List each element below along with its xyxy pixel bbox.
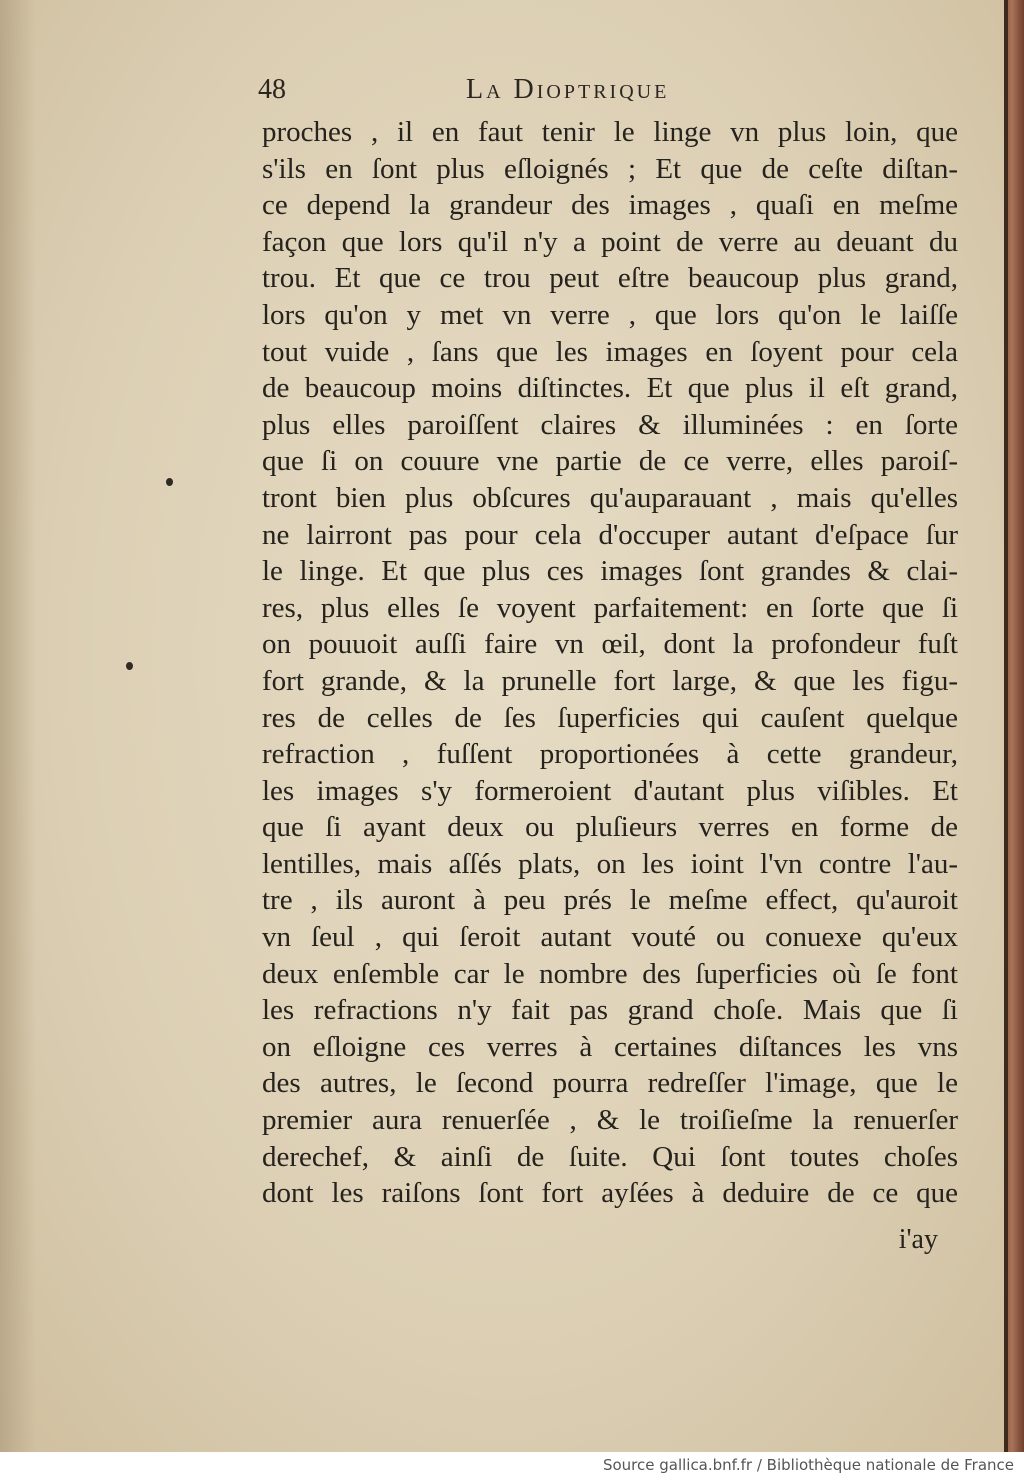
text-line: lors qu'on y met vn verre , que lors qu'on le laiſſe bbox=[262, 298, 958, 331]
text-line: fort grande, & la prunelle fort large, & que les figu- bbox=[262, 664, 958, 697]
text-line: tront bien plus obſcures qu'auparauant , mais qu'elles bbox=[262, 481, 958, 514]
text-line: tout vuide , ſans que les images en ſoyent pour cela bbox=[262, 335, 958, 368]
text-line: que ſi ayant deux ou pluſieurs verres en forme de bbox=[262, 811, 958, 844]
text-line: de beaucoup moins diſtinctes. Et que plus il eſt grand, bbox=[262, 372, 958, 405]
text-line: les images s'y formeroient d'autant plus viſibles. Et bbox=[262, 774, 958, 807]
spine-shadow bbox=[1004, 0, 1008, 1452]
text-line: on eſloigne ces verres à certaines diſtances les vns bbox=[262, 1030, 958, 1063]
text-line: s'ils en ſont plus eſloignés ; Et que de ceſte diſtan- bbox=[262, 152, 958, 185]
text-line: derechef, & ainſi de ſuite. Qui ſont toutes choſes bbox=[262, 1140, 958, 1173]
book-spine-edge bbox=[1004, 0, 1024, 1452]
text-line: res, plus elles ſe voyent parfaitement: en ſorte que ſi bbox=[262, 591, 958, 624]
text-line: premier aura renuerſée , & le troiſieſme la renuerſer bbox=[262, 1104, 958, 1137]
text-line: façon que lors qu'il n'y a point de verre au deuant du bbox=[262, 225, 958, 258]
body-text bbox=[262, 114, 958, 1212]
text-line: ce depend la grandeur des images , quaſi en meſme bbox=[262, 189, 958, 222]
text-line: dont les raiſons ſont fort ayſées à deduire de ce que bbox=[262, 1177, 958, 1210]
text-line: que ſi on couure vne partie de ce verre, elles paroiſ- bbox=[262, 445, 958, 478]
running-title: La Dioptrique bbox=[466, 74, 670, 105]
page-number: 48 bbox=[258, 74, 286, 105]
text-line: deux enſemble car le nombre des ſuperficies où ſe font bbox=[262, 957, 958, 990]
text-line: refraction , fuſſent proportionées à cette grandeur, bbox=[262, 738, 958, 771]
text-line: proches , il en faut tenir le linge vn plus loin, que bbox=[262, 116, 958, 148]
text-line: vn ſeul , qui ſeroit autant vouté ou conuexe qu'eux bbox=[262, 921, 958, 954]
source-credit: Source gallica.bnf.fr / Bibliothèque nationale de France bbox=[602, 1456, 1014, 1474]
text-line: le linge. Et que plus ces images ſont grandes & clai- bbox=[262, 555, 958, 588]
text-line: trou. Et que ce trou peut eſtre beaucoup plus grand, bbox=[262, 262, 958, 295]
text-line: res de celles de ſes ſuperficies qui cauſent quelque bbox=[262, 701, 958, 734]
text-line: les refractions n'y fait pas grand choſe. Mais que ſi bbox=[262, 994, 958, 1027]
text-line: tre , ils auront à peu prés le meſme effect, qu'auroit bbox=[262, 884, 958, 917]
ink-spot bbox=[126, 662, 133, 670]
text-line: des autres, le ſecond pourra redreſſer l'image, que le bbox=[262, 1067, 958, 1100]
text-line: ne lairront pas pour cela d'occuper autant d'eſpace ſur bbox=[262, 518, 958, 551]
ink-spot bbox=[166, 478, 173, 486]
text-line: on pouuoit auſſi faire vn œil, dont la profondeur fuſt bbox=[262, 628, 958, 661]
catchword: i'ay bbox=[898, 1224, 938, 1255]
text-line: plus elles paroiſſent claires & illuminées : en ſorte bbox=[262, 408, 958, 441]
page-gutter-shadow bbox=[0, 0, 36, 1452]
text-line: lentilles, mais aſſés plats, on les ioint l'vn contre l'au- bbox=[262, 847, 958, 880]
